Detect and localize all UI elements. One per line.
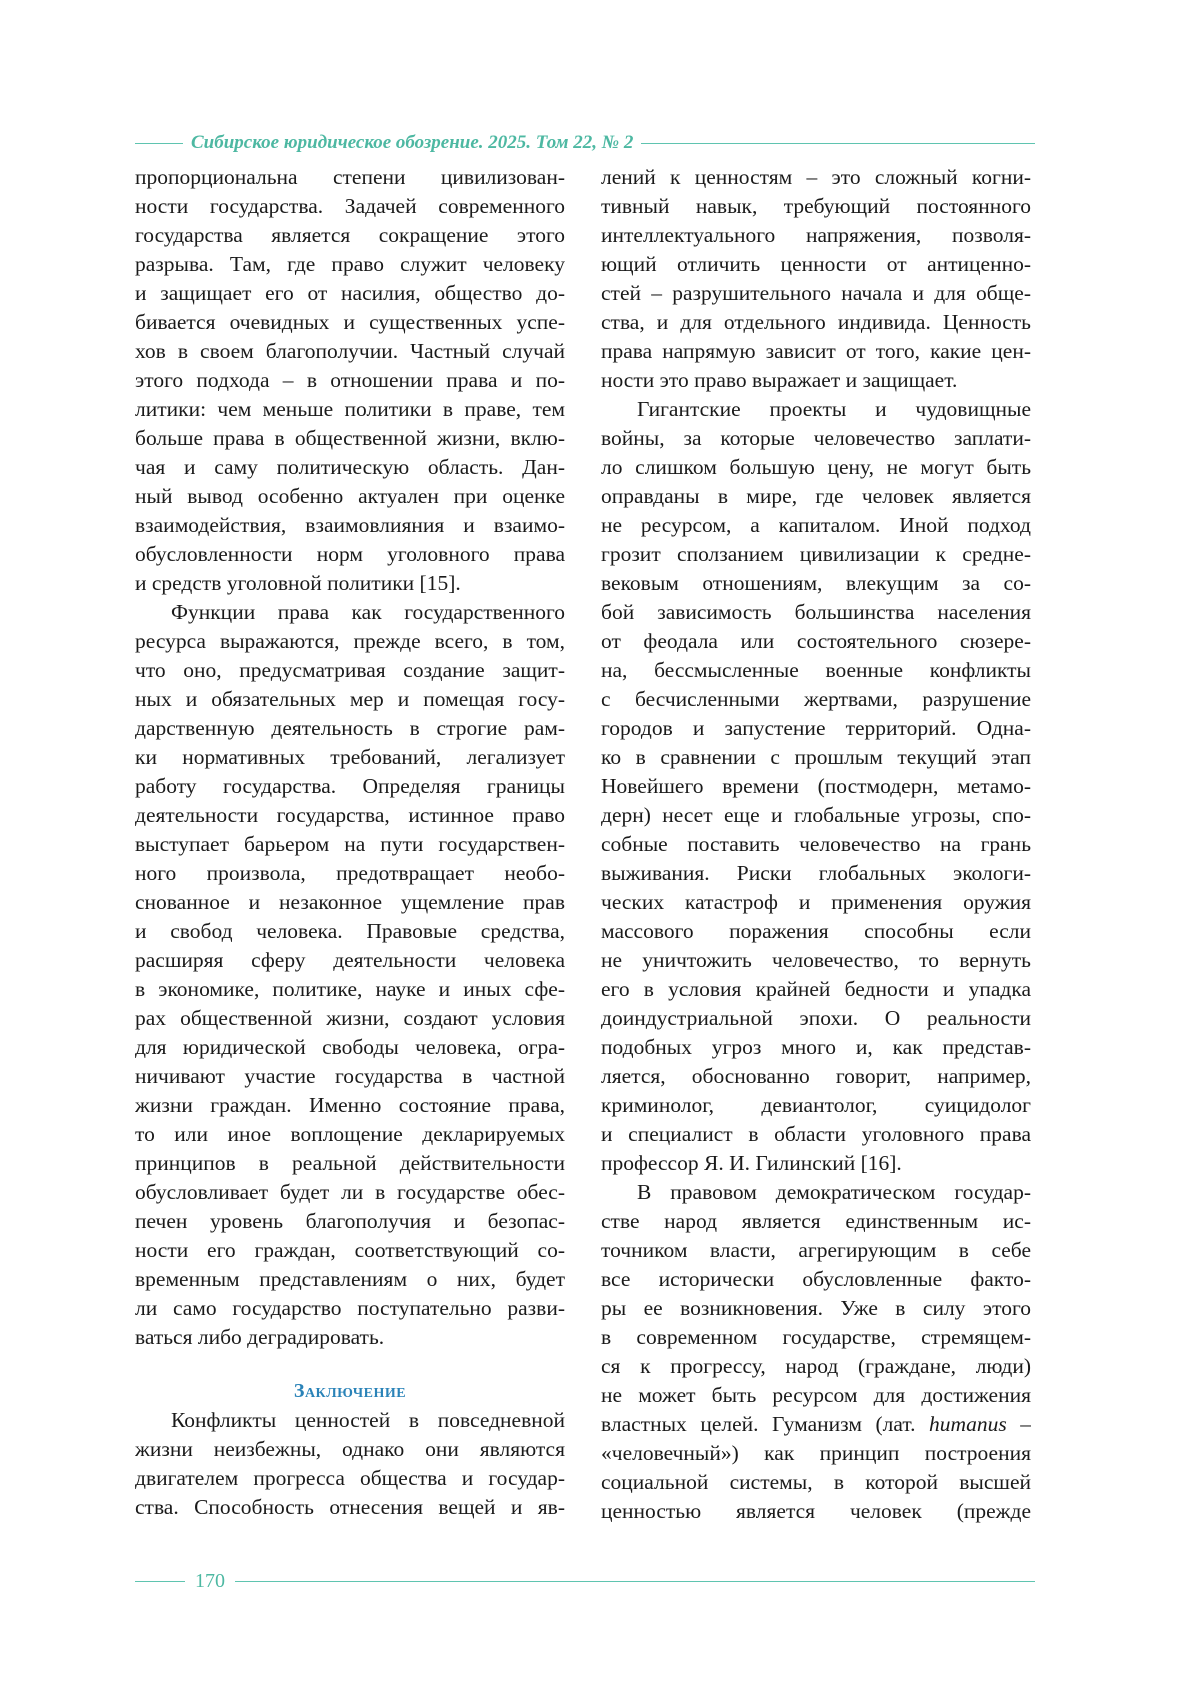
text-line: и защищает его от насилия, общество до- — [135, 281, 565, 305]
text-line: грозит сползанием цивилизации к средне- — [601, 542, 1031, 566]
text-line: ли само государство поступательно разви- — [135, 1296, 565, 1320]
text-line: чая и саму политическую область. Дан- — [135, 455, 565, 479]
text-line: и специалист в области уголовного права — [601, 1122, 1031, 1146]
text-line: точником власти, агрегирующим в себе — [601, 1238, 1031, 1262]
text-line: ных и обязательных мер и помещая госу- — [135, 687, 565, 711]
text-line: двигателем прогресса общества и государ- — [135, 1466, 565, 1490]
text-line: жизни неизбежны, однако они являются — [135, 1437, 565, 1461]
header-rule-left — [135, 143, 183, 144]
text-line: и свобод человека. Правовые средства, — [135, 919, 565, 943]
text-line — [601, 1410, 1031, 1439]
text-line: ресурса выражаются, прежде всего, в том, — [135, 629, 565, 653]
text-line: подобных угроз много и, как представ- — [601, 1035, 1031, 1059]
text-line: и средств уголовной политики [15]. — [135, 571, 461, 595]
text-line: этого подхода – в отношении права и по- — [135, 368, 565, 392]
text-line: «человечный») как принцип построения — [601, 1441, 1031, 1465]
text-line: рах общественной жизни, создают условия — [135, 1006, 565, 1030]
text-line: Конфликты ценностей в повседневной — [171, 1408, 565, 1432]
text-line: разрыва. Там, где право служит человеку — [135, 252, 565, 276]
text-line: В правовом демократическом государ- — [637, 1180, 1031, 1204]
text-line: расширяя сферу деятельности человека — [135, 948, 565, 972]
text-run: – — [1006, 1412, 1031, 1436]
text-line: стве народ является единственным ис- — [601, 1209, 1031, 1233]
page-number: 170 — [195, 1569, 225, 1592]
text-line: ничивают участие государства в частной — [135, 1064, 565, 1088]
text-line: бивается очевидных и существенных успе- — [135, 310, 565, 334]
text-line: все исторически обусловленные факто- — [601, 1267, 1031, 1291]
text-line: ного произвола, предотвращает необо- — [135, 861, 565, 885]
text-line: выступает барьером на пути государствен- — [135, 832, 565, 856]
text-line: не уничтожить человечество, то вернуть — [601, 948, 1031, 972]
text-line: вековым отношениям, влекущим за со- — [601, 571, 1031, 595]
text-line: доиндустриальной эпохи. О реальности — [601, 1006, 1031, 1030]
text-line: его в условия крайней бедности и упадка — [601, 977, 1031, 1001]
text-run: властных целей. Гуманизм (лат. — [601, 1412, 930, 1436]
latin-term: humanus — [929, 1412, 1007, 1436]
footer-rule-right — [235, 1581, 1035, 1582]
text-line: Гигантские проекты и чудовищные — [637, 397, 1031, 421]
text-line: снованное и незаконное ущемление прав — [135, 890, 565, 914]
text-line: в современном государстве, стремящем- — [601, 1325, 1031, 1349]
text-line: хов в своем благополучии. Частный случай — [135, 339, 565, 363]
text-line: пропорциональна степени цивилизован- — [135, 165, 565, 189]
text-line: массового поражения способны если — [601, 919, 1031, 943]
text-line: Новейшего времени (постмодерн, метамо- — [601, 774, 1031, 798]
text-line: Функции права как государственного — [171, 600, 565, 624]
text-line: ко в сравнении с прошлым текущий этап — [601, 745, 1031, 769]
text-line: не может быть ресурсом для достижения — [601, 1383, 1031, 1407]
text-line: обусловливает будет ли в государстве обес- — [135, 1180, 565, 1204]
text-line: ляется, обоснованно говорит, например, — [601, 1064, 1031, 1088]
text-line: ваться либо деградировать. — [135, 1325, 385, 1349]
text-line: стей – разрушительного начала и для обще- — [601, 281, 1031, 305]
text-line: больше права в общественной жизни, вклю- — [135, 426, 565, 450]
text-line: бой зависимость большинства населения — [601, 600, 1031, 624]
text-line: ности это право выражает и защищает. — [601, 368, 958, 392]
text-line: что оно, предусматривая создание защит- — [135, 658, 565, 682]
text-line: оправданы в мире, где человек является — [601, 484, 1031, 508]
text-line: интеллектуального напряжения, позволя- — [601, 223, 1031, 247]
left-paragraph-1 — [135, 163, 565, 598]
text-line: криминолог, девиантолог, суицидолог — [601, 1093, 1031, 1117]
text-line: временным представлениям о них, будет — [135, 1267, 565, 1291]
text-line: профессор Я. И. Гилинский [16]. — [601, 1151, 902, 1175]
header-rule-right — [641, 143, 1035, 144]
text-line: деятельности государства, истинное право — [135, 803, 565, 827]
text-line: городов и запустение территорий. Одна- — [601, 716, 1031, 740]
text-line: ства. Способность отнесения вещей и яв- — [135, 1495, 565, 1519]
text-line: не ресурсом, а капиталом. Иной подход — [601, 513, 1031, 537]
text-line: собные поставить человечество на грань — [601, 832, 1031, 856]
right-column — [601, 163, 1031, 1526]
text-line: с бесчисленными жертвами, разрушение — [601, 687, 1031, 711]
text-line: жизни граждан. Именно состояние права, — [135, 1093, 565, 1117]
text-line: дарственную деятельность в строгие рам- — [135, 716, 565, 740]
text-line: работу государства. Определяя границы — [135, 774, 565, 798]
text-line: ло слишком большую цену, не могут быть — [601, 455, 1031, 479]
right-paragraph-1 — [601, 163, 1031, 395]
right-paragraph-2 — [601, 395, 1031, 1178]
left-column — [135, 163, 565, 1522]
text-line: дерн) несет еще и глобальные угрозы, спо- — [601, 803, 1031, 827]
text-line: на, бессмысленные военные конфликты — [601, 658, 1031, 682]
text-line: ры ее возникновения. Уже в силу этого — [601, 1296, 1031, 1320]
text-line: от феодала или состоятельного сюзере- — [601, 629, 1031, 653]
running-footer — [135, 1569, 1035, 1593]
text-line: взаимодействия, взаимовлияния и взаимо- — [135, 513, 565, 537]
text-line: выживания. Риски глобальных экологи- — [601, 861, 1031, 885]
text-line: принципов в реальной действительности — [135, 1151, 565, 1175]
text-line: ки нормативных требований, легализует — [135, 745, 565, 769]
text-line: в экономике, политике, науке и иных сфе- — [135, 977, 565, 1001]
text-line: социальной системы, в которой высшей — [601, 1470, 1031, 1494]
footer-rule-left — [135, 1581, 185, 1582]
text-line: ный вывод особенно актуален при оценке — [135, 484, 565, 508]
journal-title: Сибирское юридическое обозрение. 2025. Том 22, № 2 — [191, 132, 634, 153]
section-gap — [135, 1352, 565, 1377]
text-line: обусловленности норм уголовного права — [135, 542, 565, 566]
text-line: ся к прогрессу, народ (граждане, люди) — [601, 1354, 1031, 1378]
left-paragraph-2 — [135, 598, 565, 1352]
text-line: права напрямую зависит от того, какие цен- — [601, 339, 1031, 363]
text-line: государства является сокращение этого — [135, 223, 565, 247]
text-line: для юридической свободы человека, огра- — [135, 1035, 565, 1059]
text-line: ства, и для отдельного индивида. Ценность — [601, 310, 1031, 334]
text-line: войны, за которые человечество заплати- — [601, 426, 1031, 450]
text-line: ности его граждан, соответствующий со- — [135, 1238, 565, 1262]
text-line: лений к ценностям – это сложный когни- — [601, 165, 1031, 189]
text-line: ческих катастроф и применения оружия — [601, 890, 1031, 914]
text-line: ющий отличить ценности от антиценно- — [601, 252, 1031, 276]
section-heading: Заключение — [293, 1380, 407, 1402]
right-paragraph-3 — [601, 1178, 1031, 1526]
text-line: литики: чем меньше политики в праве, тем — [135, 397, 565, 421]
text-line: ценностью является человек (прежде — [601, 1499, 1031, 1523]
left-paragraph-3 — [135, 1406, 565, 1522]
text-line: то или иное воплощение декларируемых — [135, 1122, 565, 1146]
text-line: ности государства. Задачей современного — [135, 194, 565, 218]
text-line: печен уровень благополучия и безопас- — [135, 1209, 565, 1233]
text-line: тивный навык, требующий постоянного — [601, 194, 1031, 218]
running-header — [135, 131, 1035, 155]
